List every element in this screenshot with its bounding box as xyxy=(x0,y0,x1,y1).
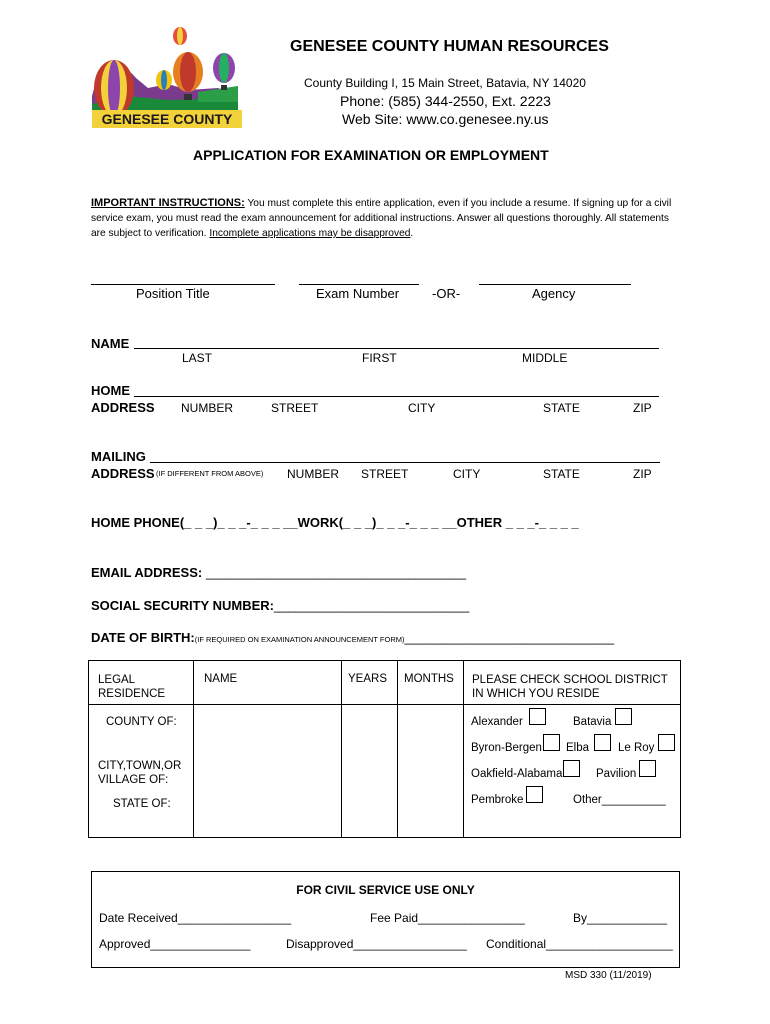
org-title: GENESEE COUNTY HUMAN RESOURCES xyxy=(290,38,609,55)
exam-number-field[interactable] xyxy=(299,284,419,285)
instructions-warning: Incomplete applications may be disapproved xyxy=(209,228,411,239)
mailing-address-label: ADDRESS xyxy=(91,466,155,481)
mailing-street-label: STREET xyxy=(361,467,409,481)
county-label: COUNTY OF: xyxy=(106,716,177,728)
dob-label: DATE OF BIRTH: xyxy=(91,630,195,645)
instructions-end: . xyxy=(410,228,414,239)
district-options xyxy=(464,705,681,838)
ssn-label: SOCIAL SECURITY NUMBER: xyxy=(91,598,274,613)
work-phone-label: _WORK(_ _ _)_ _ _-_ _ _ _ xyxy=(290,515,450,530)
civil-service-title: FOR CIVIL SERVICE USE ONLY xyxy=(296,883,475,897)
district-alexander-checkbox[interactable] xyxy=(529,708,546,725)
mailing-number-label: NUMBER xyxy=(287,467,340,481)
district-header: PLEASE CHECK SCHOOL DISTRICT IN WHICH YOU RESIDE xyxy=(464,661,681,705)
conditional-field[interactable]: Conditional___________________ xyxy=(486,937,673,951)
home-address-label: ADDRESS xyxy=(91,400,155,415)
dob-note: (IF REQUIRED ON EXAMINATION ANNOUNCEMENT FORM) xyxy=(194,635,405,644)
residence-labels xyxy=(89,705,194,838)
ssn-field[interactable] xyxy=(91,598,469,613)
district-byron-bergen-label: Byron-Bergen xyxy=(471,742,542,754)
mailing-zip-label: ZIP xyxy=(633,467,652,481)
district-pembroke-checkbox[interactable] xyxy=(526,786,543,803)
form-id: MSD 330 (11/2019) xyxy=(565,970,652,981)
residence-name-cell[interactable] xyxy=(194,705,342,838)
district-le-roy-label: Le Roy xyxy=(618,742,655,754)
dob-line: _____________________________ xyxy=(404,630,615,645)
fee-paid-field[interactable]: Fee Paid________________ xyxy=(370,911,525,925)
agency-field[interactable] xyxy=(479,284,631,285)
position-title-field[interactable] xyxy=(91,284,275,285)
residence-table xyxy=(88,660,681,838)
instructions-body: You must complete this entire application, even if you include a resume. If signing up for a civil service exam, you must read the exam announcement for additional instructions. Answer all questions thoroughly. All statements are subject to verification. xyxy=(91,198,672,239)
district-pembroke-label: Pembroke xyxy=(471,794,524,806)
home-label: HOME xyxy=(91,383,130,398)
mailing-state-label: STATE xyxy=(543,467,580,481)
name-col-header: NAME xyxy=(194,661,342,705)
name-label: NAME xyxy=(91,336,130,351)
name-first-label: FIRST xyxy=(362,351,397,365)
home-address-field[interactable] xyxy=(134,396,659,397)
home-number-label: NUMBER xyxy=(181,401,234,415)
state-label: STATE OF: xyxy=(113,798,171,810)
district-other-field[interactable]: Other__________ xyxy=(573,794,666,806)
county-logo xyxy=(88,26,244,130)
dob-field[interactable] xyxy=(91,630,614,645)
home-zip-label: ZIP xyxy=(633,401,652,415)
approved-field[interactable]: Approved_______________ xyxy=(99,937,251,951)
district-pavilion-checkbox[interactable] xyxy=(639,760,656,777)
district-batavia-label: Batavia xyxy=(573,716,612,728)
email-field[interactable] xyxy=(91,565,466,580)
email-label: EMAIL ADDRESS: xyxy=(91,565,203,580)
district-oakfield-alabama-label: Oakfield-Alabama xyxy=(471,768,563,780)
mailing-note: (IF DIFFERENT FROM ABOVE) xyxy=(156,469,264,478)
name-middle-label: MIDDLE xyxy=(522,351,568,365)
months-col-header: MONTHS xyxy=(398,661,464,705)
instructions-heading: IMPORTANT INSTRUCTIONS: xyxy=(91,197,245,209)
district-byron-bergen-checkbox[interactable] xyxy=(543,734,560,751)
form-title: APPLICATION FOR EXAMINATION OR EMPLOYMENT xyxy=(193,147,549,163)
org-address: County Building I, 15 Main Street, Batavia, NY 14020 xyxy=(304,76,586,90)
home-city-label: CITY xyxy=(408,401,436,415)
other-phone-label: _OTHER _ _ _-_ _ _ _ xyxy=(449,515,579,530)
home-state-label: STATE xyxy=(543,401,580,415)
org-website[interactable]: Web Site: www.co.genesee.ny.us xyxy=(342,111,549,127)
ssn-line: ___________________________ xyxy=(273,598,470,613)
district-le-roy-checkbox[interactable] xyxy=(658,734,675,751)
mailing-city-label: CITY xyxy=(453,467,481,481)
position-title-label: Position Title xyxy=(136,286,210,301)
residence-years-cell[interactable] xyxy=(342,705,398,838)
district-alexander-label: Alexander xyxy=(471,716,523,728)
or-label: -OR- xyxy=(432,286,461,301)
city-label: CITY,TOWN,OR VILLAGE OF: xyxy=(98,760,182,786)
years-col-header: YEARS xyxy=(342,661,398,705)
mailing-label: MAILING xyxy=(91,449,146,464)
district-elba-checkbox[interactable] xyxy=(594,734,611,751)
home-phone-field[interactable] xyxy=(91,515,579,530)
mailing-address-field[interactable] xyxy=(150,462,660,463)
district-pavilion-label: Pavilion xyxy=(596,768,637,780)
district-batavia-checkbox[interactable] xyxy=(615,708,632,725)
residence-months-cell[interactable] xyxy=(398,705,464,838)
by-field[interactable]: By____________ xyxy=(573,911,668,925)
legal-residence-header: LEGAL RESIDENCE xyxy=(89,661,194,705)
district-oakfield-alabama-checkbox[interactable] xyxy=(563,760,580,777)
agency-label: Agency xyxy=(532,286,576,301)
name-last-label: LAST xyxy=(182,351,213,365)
org-phone: Phone: (585) 344-2550, Ext. 2223 xyxy=(340,93,551,109)
disapproved-field[interactable]: Disapproved_________________ xyxy=(286,937,467,951)
home-street-label: STREET xyxy=(271,401,319,415)
civil-service-box xyxy=(91,871,680,968)
home-phone-label: HOME PHONE(_ _ _)_ _ _-_ _ _ _ xyxy=(91,515,291,530)
logo-text: GENESEE COUNTY xyxy=(92,110,242,128)
instructions xyxy=(91,196,681,241)
email-line: ____________________________________ xyxy=(205,565,467,580)
district-elba-label: Elba xyxy=(566,742,590,754)
date-received-field[interactable]: Date Received_________________ xyxy=(99,911,292,925)
exam-number-label: Exam Number xyxy=(316,286,400,301)
name-field[interactable] xyxy=(134,348,659,349)
